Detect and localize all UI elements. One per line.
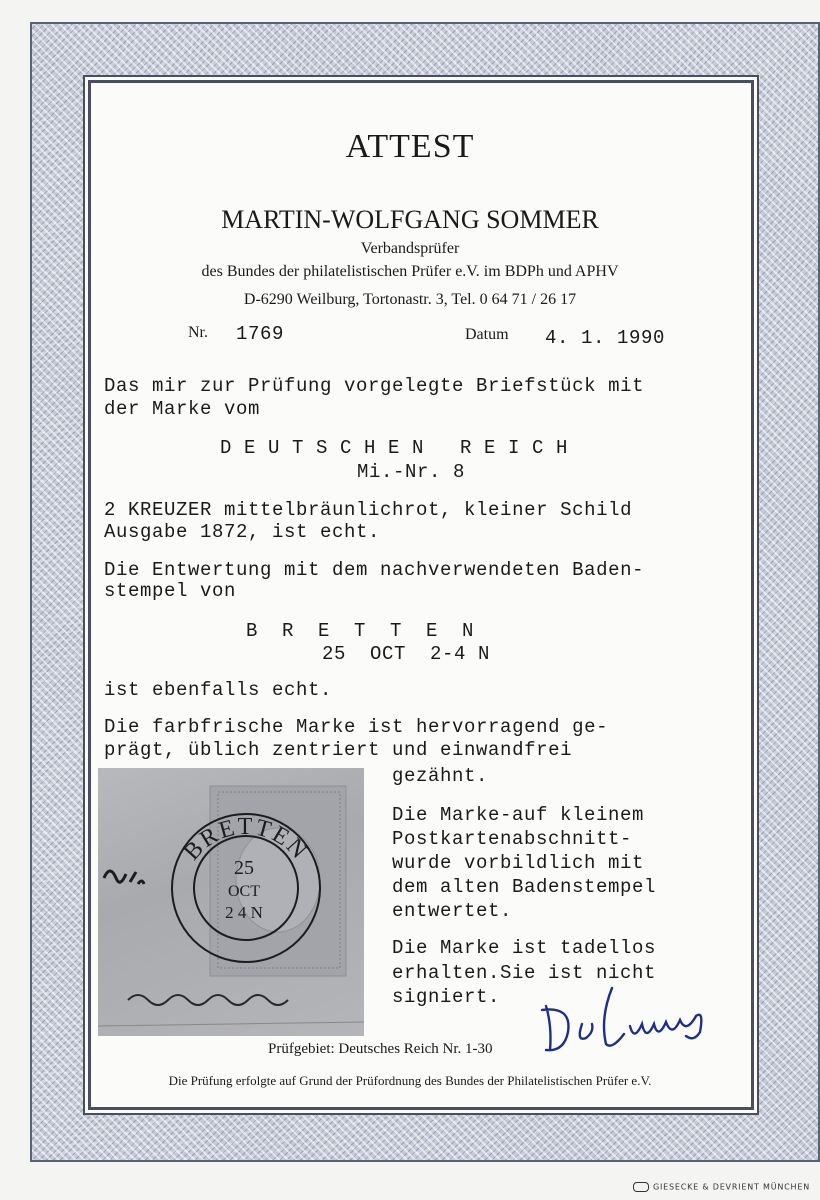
text-line-13: wurde vorbildlich mit: [392, 852, 645, 874]
postmark-month: OCT: [228, 883, 260, 900]
text-line-1: Das mir zur Prüfung vorgelegte Briefstück mit: [104, 375, 645, 397]
card-edge: [98, 1022, 364, 1026]
text-line-10: gezähnt.: [392, 765, 489, 787]
postmark-town: BRETTEN: [178, 814, 314, 866]
number-label: Nr.: [188, 324, 208, 341]
certificate-date: 4. 1. 1990: [545, 327, 666, 349]
address-line: D-6290 Weilburg, Tortonastr. 3, Tel. 0 64 71 / 26 17: [243, 291, 577, 308]
catalog-number: Mi.-Nr. 8: [357, 461, 466, 483]
stamp-photo-drawing: [98, 768, 364, 1036]
date-label: Datum: [465, 326, 509, 343]
text-line-4: Ausgabe 1872, ist echt.: [104, 521, 381, 543]
text-line-12: Postkartenabschnitt-: [392, 828, 633, 850]
text-line-11: Die Marke-auf kleinem: [392, 804, 645, 826]
printer-name: GIESECKE & DEVRIENT MÜNCHEN: [652, 1182, 810, 1192]
handwriting-fragment: [104, 871, 144, 884]
printer-logo-icon: [633, 1182, 649, 1192]
text-line-17: erhalten.Sie ist nicht: [392, 962, 657, 984]
text-line-2: der Marke vom: [104, 398, 261, 420]
examiner-signature: [536, 978, 732, 1060]
postmark-time: 2 4 N: [225, 903, 263, 922]
text-line-7: ist ebenfalls echt.: [104, 679, 333, 701]
country-name: D E U T S C H E N R E I C H: [220, 437, 569, 459]
text-line-5: Die Entwertung mit dem nachverwendeten Baden-: [104, 559, 645, 581]
stamp-photo: [98, 768, 364, 1036]
exam-area: Prüfgebiet: Deutsches Reich Nr. 1-30: [268, 1041, 493, 1057]
examiner-role: Verbandsprüfer: [360, 240, 460, 257]
handwriting-bottom: [128, 995, 288, 1005]
text-line-18: signiert.: [392, 986, 501, 1008]
text-line-6: stempel von: [104, 580, 237, 602]
printer-credit: [633, 1182, 810, 1192]
text-line-9: prägt, üblich zentriert und einwandfrei: [104, 739, 573, 761]
town-name: B R E T T E N: [246, 620, 475, 642]
text-line-14: dem alten Badenstempel: [392, 876, 657, 898]
examiner-name: MARTIN-WOLFGANG SOMMER: [221, 205, 599, 234]
footer-note: Die Prüfung erfolgte auf Grund der Prüfordnung des Bundes der Philatelistischen Prüfer e.V.: [168, 1073, 652, 1088]
certificate-number: 1769: [236, 323, 285, 345]
association-line: des Bundes der philatelistischen Prüfer e.V. im BDPh und APHV: [201, 263, 619, 280]
text-line-3: 2 KREUZER mittelbräunlichrot, kleiner Schild: [104, 499, 633, 521]
text-line-15: entwertet.: [392, 900, 513, 922]
postmark-text: 25 OCT 2-4 N: [322, 643, 491, 665]
certificate-title: ATTEST: [345, 128, 475, 165]
postmark-day: 25: [234, 857, 254, 879]
text-line-8: Die farbfrische Marke ist hervorragend ge-: [104, 716, 609, 738]
text-line-16: Die Marke ist tadellos: [392, 937, 657, 959]
